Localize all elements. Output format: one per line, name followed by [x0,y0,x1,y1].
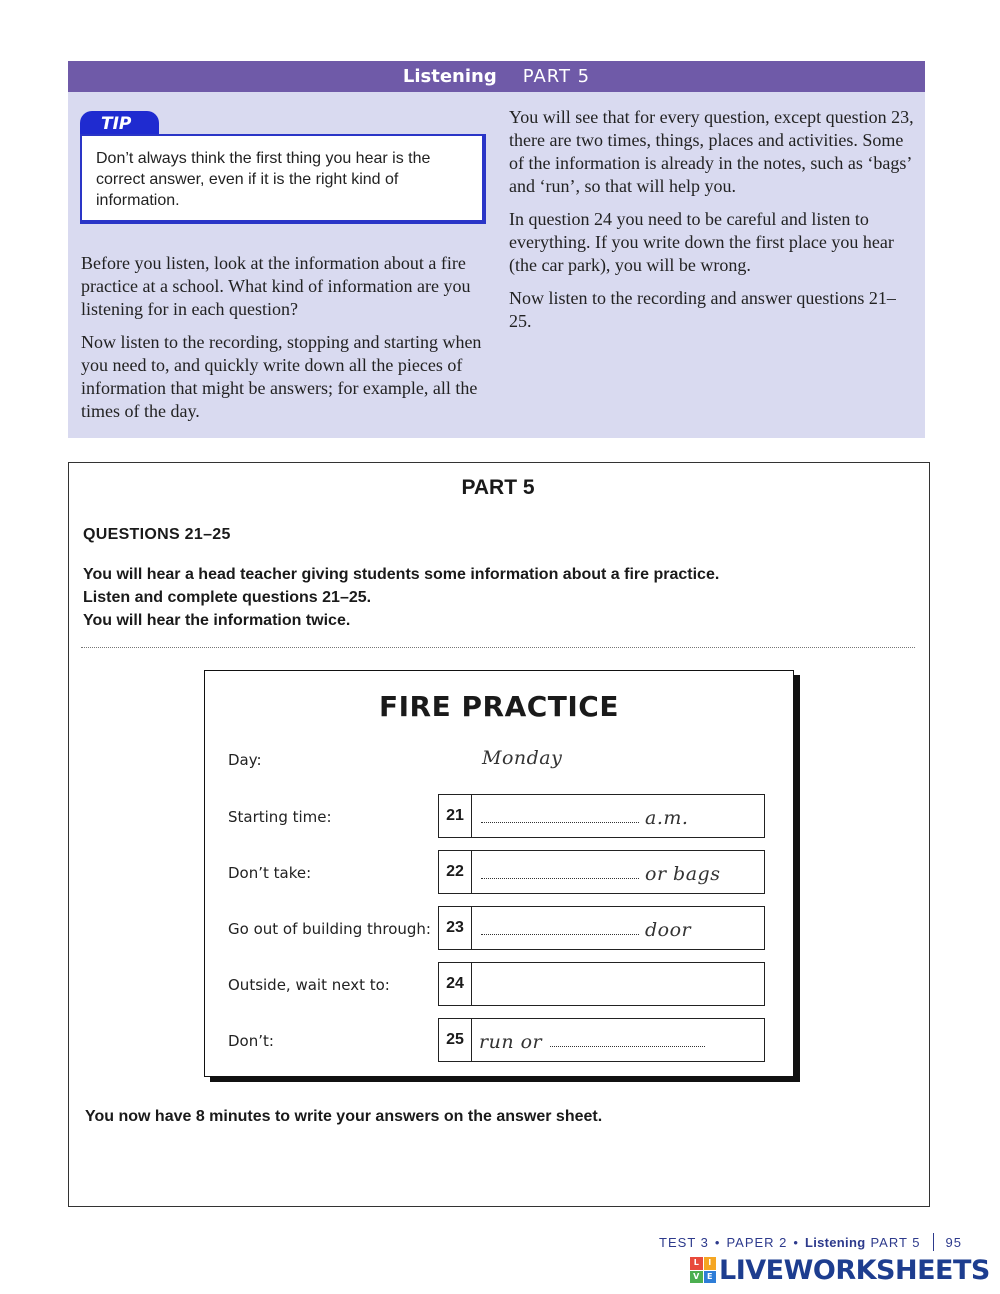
footer-divider [933,1233,934,1251]
question-box-24 [438,962,765,1006]
logo-letter: I [704,1257,717,1270]
answer-field-21[interactable] [481,805,758,829]
day-label: Day: [228,751,262,769]
intro-paragraph: Before you listen, look at the information about a fire practice at a school. What kind of information are you listening for in each question? [81,253,471,319]
row-label-25: Don’t: [228,1032,274,1050]
row-label-21: Starting time: [228,808,332,826]
tip-label: TIP [80,111,159,135]
question-number: 25 [439,1019,472,1061]
intro-paragraph: In question 24 you need to be careful and listen to everything. If you write down the first place you hear (the car park), you will be wrong. [509,209,894,275]
logo-letter: E [704,1271,717,1284]
question-number: 22 [439,851,472,893]
instruction-line: You will hear the information twice. [83,612,351,629]
answer-field-23[interactable] [481,917,758,941]
bullet-icon: • [793,1234,799,1250]
banner-section: Listening [402,66,497,87]
day-value: Monday [482,747,563,769]
brand-name: LIVEWORKSHEETS [719,1254,990,1286]
footer-section: Listening [804,1234,866,1250]
banner-part: PART 5 [522,66,591,87]
question-box-25 [438,1018,765,1062]
answer-field-25[interactable] [479,1029,758,1053]
tip-box [80,134,486,224]
question-number: 21 [439,795,472,837]
answer-hint: door [645,919,692,941]
question-box-21 [438,794,765,838]
answer-prefix: run or [479,1031,543,1053]
liveworksheets-brand[interactable] [690,1254,990,1286]
answer-hint: a.m. [645,807,689,829]
answer-field-24[interactable] [481,973,758,997]
intro-paragraph: You will see that for every question, except question 23, there are two times, things, places and activities. Some of the information is already in the notes, such as ‘bags’ and ‘run’, so that will help you. [509,107,914,196]
tip-text: Don’t always think the first thing you hear is the correct answer, even if it is the right kind of information. [96,150,431,209]
logo-letter: L [690,1257,703,1270]
answer-field-22[interactable] [481,861,758,885]
instruction-line: You will hear a head teacher giving students some information about a fire practice. [83,566,720,583]
intro-left-column [81,252,483,433]
question-box-22 [438,850,765,894]
dotted-divider [81,647,915,648]
logo-letter: V [690,1271,703,1284]
intro-right-column [509,106,915,343]
row-label-24: Outside, wait next to: [228,976,390,994]
question-number: 23 [439,907,472,949]
answer-blank[interactable] [481,934,639,935]
footer-paper: PAPER 2 [726,1234,788,1250]
answer-blank[interactable] [481,878,639,879]
question-box-23 [438,906,765,950]
liveworksheets-logo-icon [690,1257,716,1283]
questions-heading: QUESTIONS 21–25 [83,526,231,543]
answer-blank[interactable] [481,822,639,823]
row-label-22: Don’t take: [228,864,312,882]
section-banner [68,61,925,92]
intro-paragraph: Now listen to the recording and answer questions 21–25. [509,288,896,331]
intro-paragraph: Now listen to the recording, stopping and starting when you need to, and quickly write down all the pieces of information that might be answers; for example, all the times of the day. [81,332,482,421]
part-title: PART 5 [461,476,535,499]
answer-hint: or bags [645,863,721,885]
footer-test: TEST 3 [659,1234,709,1250]
answer-blank[interactable] [550,1046,705,1047]
instruction-line: Listen and complete questions 21–25. [83,589,372,606]
row-label-23: Go out of building through: [228,920,431,938]
instructions [83,563,903,632]
footer-part: PART 5 [870,1234,921,1250]
bullet-icon: • [714,1234,721,1250]
question-number: 24 [439,963,472,1005]
page-footer [659,1231,962,1253]
notes-title: FIRE PRACTICE [379,690,619,723]
page-number: 95 [945,1234,962,1250]
closing-instruction: You now have 8 minutes to write your answers on the answer sheet. [85,1108,603,1125]
